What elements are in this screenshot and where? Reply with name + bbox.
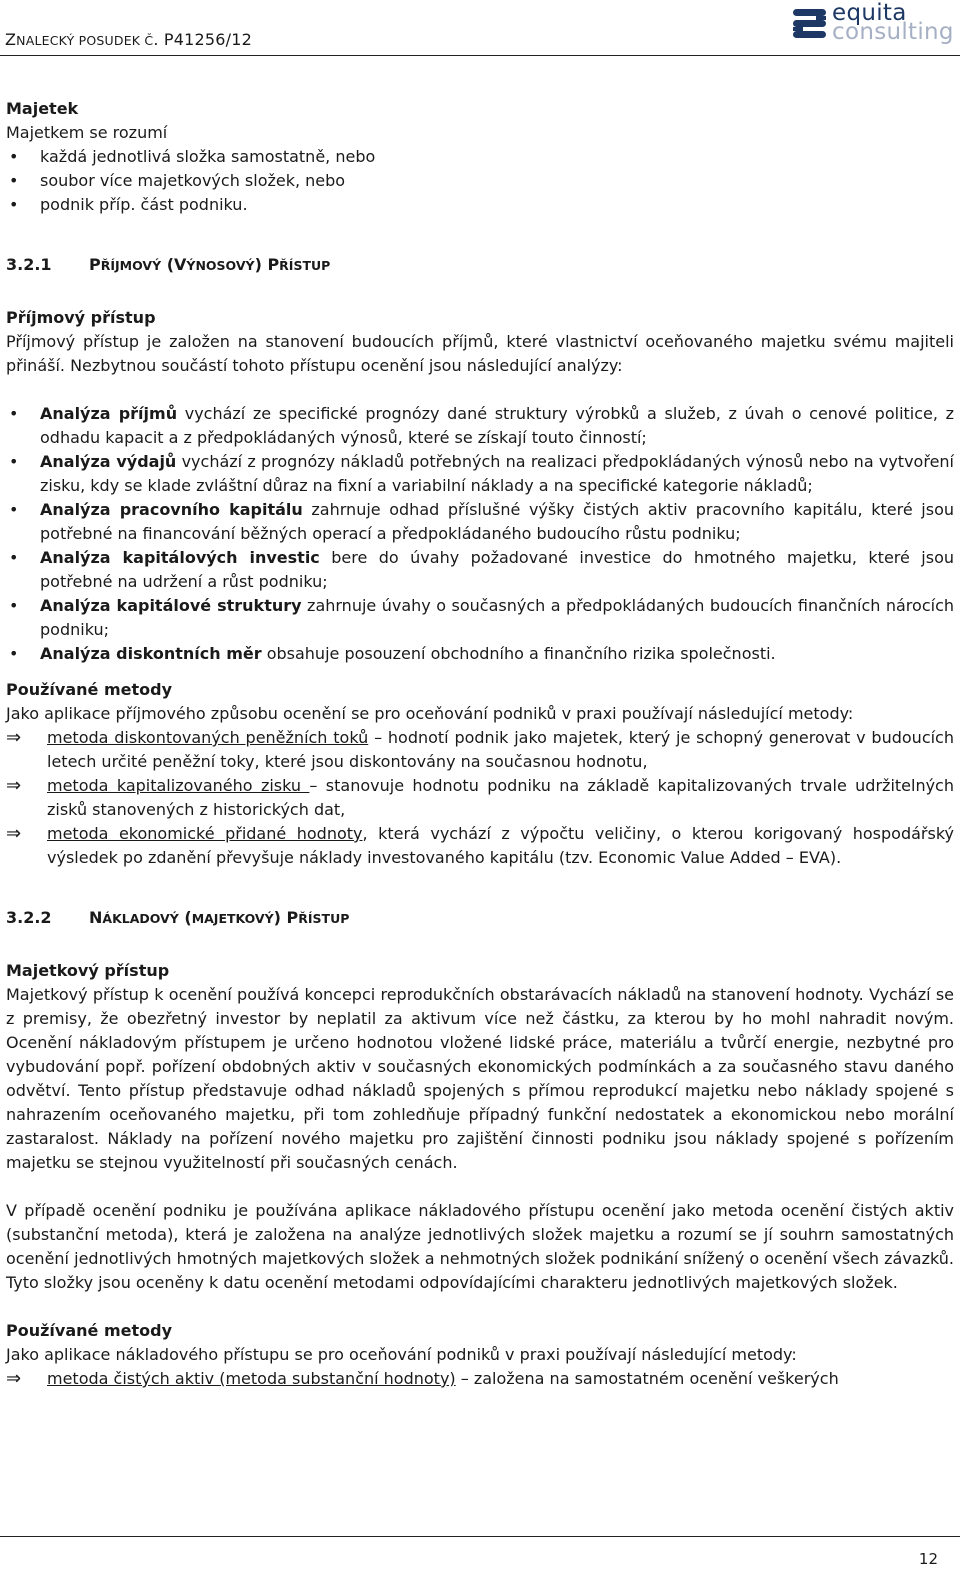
metody1-title: Používané metody xyxy=(6,680,172,699)
list-item-bold: Analýza kapitálové struktury xyxy=(40,596,302,615)
list-item-text: vychází z prognózy nákladů potřebných na realizaci předpokládaných výnosů nebo na vytvoření zisku, kdy se klade zvláštní důraz na fixní a variabilní náklady a na specifické kategorie nákladů; xyxy=(40,452,954,495)
heading-part: ŘÍSTUP xyxy=(279,258,331,273)
method-description: – hodnotí podnik jako majetek, který je schopný generovat v budoucích letech určité peněžní toky, které jsou diskontovány na současnou hodnotu, xyxy=(47,728,954,771)
page-header xyxy=(0,0,960,56)
list-item xyxy=(6,822,954,870)
majetek-title: Majetek xyxy=(6,99,79,118)
heading-part: ŘÍJMOVÝ xyxy=(100,258,162,273)
heading-part: (V xyxy=(161,255,187,274)
equita-consulting-logo xyxy=(792,2,958,48)
method-description: , která vychází z výpočtu veličiny, o kterou korigovaný hospodářský výsledek po zdanění převyšuje náklady investovaného kapitálu (tzv. Economic Value Added – EVA). xyxy=(47,824,955,867)
heading-part: ) P xyxy=(254,255,280,274)
list-item: • podnik příp. část podniku. xyxy=(6,193,954,217)
metody1-list xyxy=(6,726,954,870)
metody1-intro: Jako aplikace příjmového způsobu ocenění se pro oceňování podniků v praxi používají následující metody: xyxy=(6,704,854,723)
list-item xyxy=(6,726,954,774)
list-item-bold: Analýza kapitálových investic xyxy=(40,548,320,567)
method-description: – založena na samostatném ocenění veškerých xyxy=(455,1369,839,1388)
heading-part: P xyxy=(89,255,101,274)
list-item: • každá jednotlivá složka samostatně, nebo xyxy=(6,145,954,169)
section-heading-322 xyxy=(6,906,954,931)
list-item: • soubor více majetkových složek, nebo xyxy=(6,169,954,193)
method-name: metoda diskontovaných peněžních toků xyxy=(47,728,369,747)
list-item-bold: Analýza příjmů xyxy=(40,404,178,423)
heading-part: ( xyxy=(178,908,192,927)
majetkovy-paragraph-2: V případě ocenění podniku je používána aplikace nákladového přístupu ocenění jako metoda ocenění čistých aktiv (substanční metoda), která je založena na analýze jednotlivých složek majetku a rozumí se jí souhrn samostatných ocenění jednotlivých hmotných majetkových složek a nehmotných složek podnikání snížený o ocenění všech závazků. Tyto složky jsou oceněny k datu ocenění metodami odpovídajícími charakteru jednotlivých majetkových složek. xyxy=(6,1201,954,1292)
list-item-bold: Analýza pracovního kapitálu xyxy=(40,500,303,519)
prijmovy-title: Příjmový přístup xyxy=(6,308,156,327)
report-title-initial: Z xyxy=(5,30,17,49)
arrow-right-icon: ⇒ xyxy=(6,823,22,844)
list-item-text: vychází ze specifické prognózy dané struktury výrobků a služeb, z úvah o cenové politice, z odhadu kapacit a z předpokládaných výnosů, které se získají touto činností; xyxy=(40,404,954,447)
document-body xyxy=(6,97,954,1391)
list-item xyxy=(6,594,954,642)
list-item-text: bere do úvahy požadované investice do hmotného majetku, které jsou potřebné na udržení a růst podniku; xyxy=(40,548,955,591)
metody2-list xyxy=(6,1367,954,1391)
metody2-title: Používané metody xyxy=(6,1321,172,1340)
list-item xyxy=(6,1367,954,1391)
method-name: metoda čistých aktiv (metoda substanční hodnoty) xyxy=(47,1369,456,1388)
section-number: 3.2.1 xyxy=(6,255,52,274)
section-heading-text xyxy=(89,253,330,278)
list-item xyxy=(6,402,954,450)
report-title-number: . P41256/12 xyxy=(153,30,252,49)
prijmovy-paragraph: Příjmový přístup je založen na stanovení budoucích příjmů, které vlastnictví oceňovaného majetku svému majiteli přináší. Nezbytnou součástí tohoto přístupu ocenění jsou následující analýzy: xyxy=(6,332,954,375)
list-item xyxy=(6,546,954,594)
heading-part: ÁKLADOVÝ xyxy=(102,911,179,926)
majetek-list xyxy=(6,145,954,217)
list-item-text: zahrnuje odhad příslušné výšky čistých aktiv pracovního kapitálu, které jsou potřebné na financování běžných operací a předpokládaného budoucího růstu podniku; xyxy=(40,500,955,543)
list-item xyxy=(6,642,954,666)
arrow-right-icon: ⇒ xyxy=(6,1368,22,1389)
list-item xyxy=(6,498,954,546)
arrow-right-icon: ⇒ xyxy=(6,775,22,796)
page-number: 12 xyxy=(918,1550,938,1568)
metody2-intro: Jako aplikace nákladového přístupu se pro oceňování podniků v praxi používají následující metody: xyxy=(6,1345,797,1364)
section-number: 3.2.2 xyxy=(6,908,52,927)
header-divider xyxy=(0,55,960,56)
footer-divider xyxy=(0,1536,960,1537)
list-item-text: obsahuje posouzení obchodního a finančního rizika společnosti. xyxy=(261,644,776,663)
majetek-intro: Majetkem se rozumí xyxy=(6,123,168,142)
section-heading-text xyxy=(89,906,349,931)
heading-part: ŘÍSTUP xyxy=(298,911,350,926)
section-heading-321 xyxy=(6,253,954,278)
heading-part: MAJETKOVÝ xyxy=(191,911,274,926)
heading-part: N xyxy=(89,908,103,927)
report-title xyxy=(5,30,252,49)
majetkovy-title: Majetkový přístup xyxy=(6,961,170,980)
list-item-bold: Analýza výdajů xyxy=(40,452,177,471)
arrow-right-icon: ⇒ xyxy=(6,727,22,748)
list-item xyxy=(6,450,954,498)
logo-word-consulting: consulting xyxy=(832,19,954,45)
list-item-text: zahrnuje úvahy o současných a předpokládaných budoucích finančních nárocích podniku; xyxy=(40,596,955,639)
method-name: metoda ekonomické přidané hodnoty xyxy=(47,824,363,843)
list-item-bold: Analýza diskontních měr xyxy=(40,644,262,663)
analyzy-list xyxy=(6,402,954,666)
list-item xyxy=(6,774,954,822)
report-title-smallcaps: NALECKÝ POSUDEK Č xyxy=(16,33,154,48)
method-description: – stanovuje hodnotu podniku na základě kapitalizovaných trvale udržitelných zisků stanovených z historických dat, xyxy=(47,776,954,819)
majetkovy-paragraph-1: Majetkový přístup k ocenění používá koncepci reprodukčních obstarávacích nákladů na stanovení hodnoty. Vychází se z premisy, že obezřetný investor by neplatil za aktivum více než částku, za kterou by ho mohl nahradit novým. Ocenění nákladovým přístupem je určeno hodnotou vložené lidské práce, materiálu a tvůrčí energie, nezbytné pro vybudování popř. pořízení obdobných aktiv v současných ekonomických podmínkách a za současného stavu daného odvětví. Tento přístup představuje odhad nákladů spojených s přímou reprodukcí majetku nebo náklady spojené s nahrazením oceňovaného majetku, při tom zohledňuje případný funkční nedostatek a ekonomickou nebo morální zastaralost. Náklady na pořízení nového majetku pro zajištění činnosti podniku jsou náklady spojené s pořízením majetku se stejnou využitelností při současných cenách. xyxy=(6,985,954,1172)
logo-word-equita: equita xyxy=(832,0,907,26)
method-name: metoda kapitalizovaného zisku xyxy=(47,776,310,795)
heading-part: ) P xyxy=(273,908,299,927)
heading-part: ÝNOSOVÝ xyxy=(186,258,255,273)
equita-logo-icon xyxy=(792,6,828,42)
